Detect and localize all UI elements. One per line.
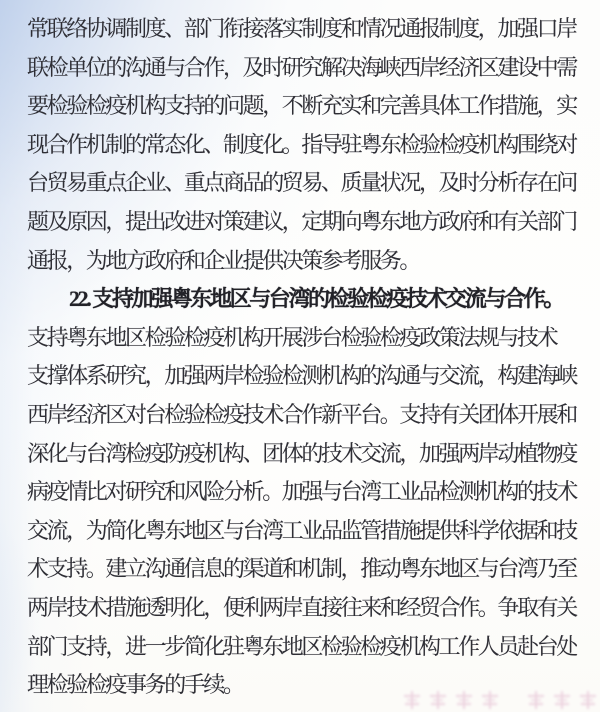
item-22-heading: 22. 支持加强粤东地区与台湾的检验检疫技术交流与合作。: [69, 286, 563, 312]
text-line: 深化与台湾检疫防疫机构、团体的技术交流，加强两岸动植物疫: [27, 440, 576, 466]
text-line: 要检验检疫机构支持的问题，不断充实和完善具体工作措施，实: [27, 93, 576, 119]
text-line: 病疫情比对研究和风险分析。加强与台湾工业品检测机构的技术: [27, 479, 576, 505]
text-line: 支持粤东地区检验检疫机构开展涉台检验检疫政策法规与技术: [27, 324, 557, 350]
text-line: 理检验检疫事务的手续。: [27, 672, 243, 698]
text-line: 西岸经济区对台检验检疫技术合作新平台。支持有关团体开展和: [27, 401, 576, 427]
text-line: 支撑体系研究，加强两岸检验检测机构的沟通与交流，构建海峡: [27, 363, 576, 389]
text-line: 两岸技术措施透明化，便利两岸直接往来和经贸合作。争取有关: [27, 594, 576, 620]
text-line: 台贸易重点企业、重点商品的贸易、质量状况，及时分析存在问: [27, 170, 576, 196]
text-line: 术支持。建立沟通信息的渠道和机制，推动粤东地区与台湾乃至: [27, 556, 576, 582]
text-line: 部门支持，进一步简化驻粤东地区检验检疫机构工作人员赴台处: [27, 633, 576, 659]
text-line: 联检单位的沟通与合作，及时研究解决海峡西岸经济区建设中需: [27, 54, 576, 80]
text-line: 通报，为地方政府和企业提供决策参考服务。: [27, 247, 420, 273]
text-line: 题及原因，提出改进对策建议，定期向粤东地方政府和有关部门: [27, 208, 576, 234]
text-line: 交流，为简化粤东地区与台湾工业品监管措施提供科学依据和技: [27, 517, 576, 543]
paragraph-continuation: [27, 10, 600, 280]
text-line: 现合作机制的常态化、制度化。指导驻粤东检验检疫机构围绕对: [27, 131, 576, 157]
paragraph-item-22: [27, 280, 600, 705]
text-line: 常联络协调制度、部门衔接落实制度和情况通报制度，加强口岸: [27, 16, 576, 41]
